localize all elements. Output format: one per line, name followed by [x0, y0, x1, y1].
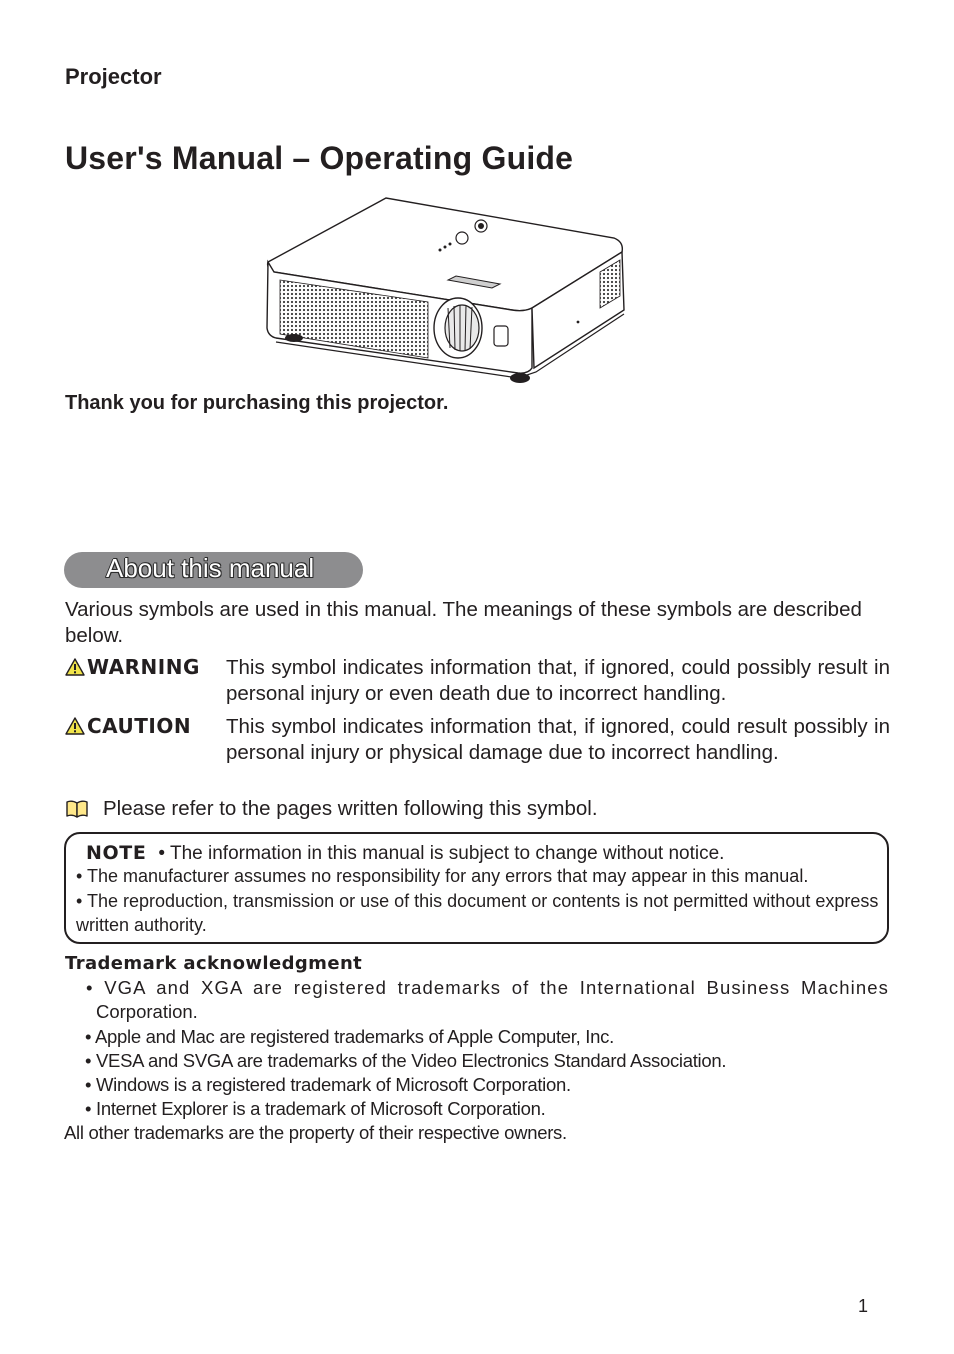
note-item: • The manufacturer assumes no responsibility for any errors that may appear in this manual.	[76, 866, 809, 886]
note-label: NOTE	[86, 842, 147, 864]
page-number: 1	[858, 1296, 869, 1316]
trademark-item-line: • VGA and XGA are registered trademarks of the International Business Machines	[86, 977, 889, 998]
trademark-item: • Windows is a registered trademark of Microsoft Corporation.	[85, 1074, 571, 1095]
caution-label: CAUTION	[87, 714, 192, 738]
trademark-item	[86, 976, 889, 1024]
note-box	[64, 832, 889, 944]
trademark-item: • VESA and SVGA are trademarks of the Video Electronics Standard Association.	[85, 1050, 727, 1071]
section-heading-about	[64, 552, 363, 588]
trademark-heading: Trademark acknowledgment	[65, 953, 363, 974]
note-item: • The reproduction, transmission or use of this document or contents is not permitted without express written authority.	[76, 891, 879, 935]
thank-you-text: Thank you for purchasing this projector.	[65, 392, 449, 414]
warning-description: This symbol indicates information that, if ignored, could possibly result in personal injury or even death due to incorrect handling.	[226, 656, 890, 705]
intro-paragraph: Various symbols are used in this manual. The meanings of these symbols are described below.	[65, 598, 862, 647]
warning-label: WARNING	[87, 655, 200, 679]
section-heading-label: About this manual	[106, 553, 315, 583]
caution-definition	[65, 714, 890, 796]
trademark-footer: All other trademarks are the property of their respective owners.	[64, 1122, 567, 1143]
trademark-item-line: Corporation.	[96, 1001, 198, 1022]
note-item: • The information in this manual is subject to change without notice.	[158, 843, 725, 864]
warning-definition	[65, 655, 890, 711]
book-icon	[65, 799, 89, 819]
page-reference-text: Please refer to the pages written following this symbol.	[103, 797, 598, 820]
trademark-item: • Internet Explorer is a trademark of Microsoft Corporation.	[85, 1098, 546, 1119]
product-label: Projector	[65, 64, 162, 89]
page-reference-definition	[65, 797, 598, 821]
page-title: User's Manual – Operating Guide	[65, 140, 574, 176]
warning-triangle-icon	[65, 658, 85, 676]
caution-description: This symbol indicates information that, if ignored, could result possibly in personal injury or physical damage due to incorrect handling.	[226, 715, 890, 764]
projector-illustration	[262, 192, 630, 386]
warning-triangle-icon	[65, 717, 85, 735]
trademark-item: • Apple and Mac are registered trademarks of Apple Computer, Inc.	[85, 1026, 614, 1047]
